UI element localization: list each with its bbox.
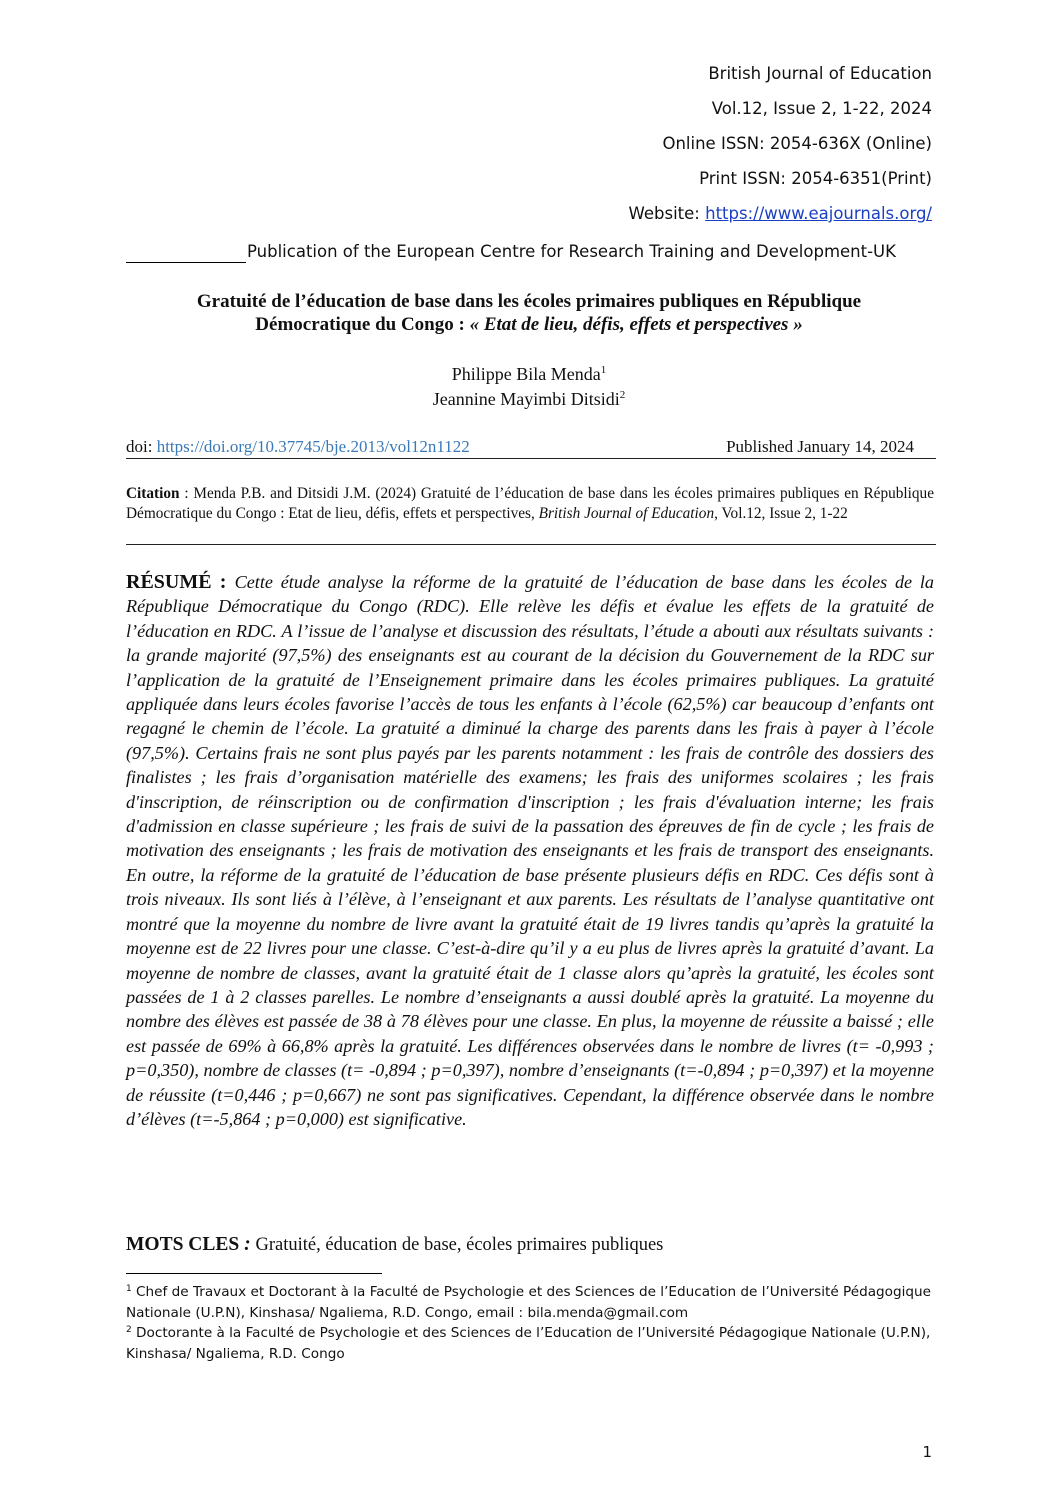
page-number: 1: [922, 1443, 932, 1461]
author-1-name: Philippe Bila Menda: [451, 364, 601, 384]
journal-volume: Vol.12, Issue 2, 1-22, 2024: [711, 99, 932, 118]
footnote-1: [126, 1282, 934, 1323]
keywords-text: Gratuité, éducation de base, écoles primaires publiques: [255, 1235, 664, 1255]
abstract-body: Cette étude analyse la réforme de la gratuité de l’éducation de base dans les écoles de la République Démocratique du Congo (RDC). Elle relève les défis et évalue les effets de la gratuité de l’éducation en RDC. A l’issue de l’analyse et discussion des résultats, l’étude a abouti aux résultats suivants : la grande majorité (97,5%) des enseignants est au courant de la décision du Gouvernement de la RDC sur l’application de la gratuité de l’Enseignement primaire dans les écoles primaires publiques. La gratuité appliquée dans leurs écoles favorise l’accès de tous les enfants à l’école (62,5%) car beaucoup d’enfants ont regagné le chemin de l’école. La gratuité a diminué la charge des parents dans les frais à payer à l’école (97,5%). Certains frais ne sont plus payés par les parents notamment : les frais de contrôle des dossiers des finalistes ; les frais d’organisation matérielle des examens; les frais des uniformes scolaires ; les frais d'inscription, de réinscription ou de confirmation d'inscription ; les frais d'évaluation interne; les frais d'admission en classe supérieure ; les frais de suivi de la passation des épreuves de fin de cycle ; les frais de motivation des enseignants ; les frais de motivation des enseignants et les frais de transport des enseignants. En outre, la réforme de la gratuité de l’éducation de base présente plusieurs défis en RDC. Ces défis sont à trois niveaux. Ils sont liés à l’élève, à l’enseignant et aux parents. Les résultats de l’analyse quantitative ont montré que la moyenne du nombre de livre avant la gratuité était de 19 livres tandis qu’après la gratuité la moyenne est de 22 livres pour une classe. C’est-à-dire qu’il y a eu plus de livres après la gratuité d’avant. La moyenne de nombre de classes, avant la gratuité était de 1 classe alors qu’après la gratuité, les écoles sont passées de 1 à 2 classes parelles. Le nombre d’enseignants a aussi doublé après la gratuité. La moyenne du nombre des élèves est passée de 38 à 78 élèves pour une classe. En plus, la moyenne de réussite a baissé ; elle est passée de 69% à 66,8% après la gratuité. Les différences observées dans le nombre de livres (t= -0,993 ; p=0,350), nombre de classes (t= -0,894 ; p=0,397), nombre d’enseignants (t=-0,894 ; p=0,397) et la moyenne de réussite (t=0,446 ; p=0,667) ne sont pas significatives. Cependant, la différence observée dans le nombre d’élèves (t=-5,864 ; p=0,000) est significative.: [126, 572, 934, 1129]
publisher-rule: [126, 262, 246, 263]
citation-block: [126, 484, 934, 523]
citation-label: Citation: [126, 485, 180, 502]
keywords-sep: :: [239, 1234, 256, 1255]
doi-label: doi:: [126, 437, 157, 456]
citation-sep: :: [179, 485, 194, 502]
journal-name: British Journal of Education: [708, 64, 932, 83]
abstract-heading: RÉSUMÉ :: [126, 571, 235, 593]
author-2-name: Jeannine Mayimbi Ditsidi: [432, 389, 620, 409]
keywords-label: MOTS CLES: [126, 1234, 240, 1255]
paper-title: [126, 290, 932, 336]
keywords-line: [126, 1234, 663, 1256]
website-link[interactable]: https://www.eajournals.org/: [705, 204, 932, 223]
footnote-2-mark: 2: [126, 1325, 132, 1335]
doi-line: [126, 437, 470, 457]
author-1: [126, 364, 932, 385]
footnotes: [126, 1282, 934, 1364]
author-1-mark: 1: [600, 364, 607, 376]
citation-tail: , Vol.12, Issue 2, 1-22: [714, 504, 848, 522]
doi-rule: [126, 458, 936, 459]
abstract-block: [126, 570, 934, 1131]
citation-text: Menda P.B. and Ditsidi J.M. (2024) Gratuité de l’éducation de base dans les écoles primaires publiques en République Démocratique du Congo : Etat de lieu, défis, effets et perspectives,: [126, 485, 934, 522]
citation-journal: British Journal of Education: [538, 504, 715, 522]
footnote-1-mark: 1: [126, 1284, 132, 1294]
print-issn: Print ISSN: 2054-6351(Print): [699, 169, 932, 188]
publisher-line: Publication of the European Centre for Research Training and Development-UK: [247, 242, 896, 261]
title-line-2: [126, 313, 932, 336]
author-2-mark: 2: [619, 389, 626, 401]
online-issn: Online ISSN: 2054-636X (Online): [662, 134, 932, 153]
website-label: Website:: [628, 204, 706, 223]
footnote-1-text: Chef de Travaux et Doctorant à la Faculté de Psychologie et des Sciences de l’Education de l’Université Pédagogique Nationale (U.P.N), Kinshasa/ Ngaliema, R.D. Congo, email : bila.menda@gmail.com: [126, 1284, 932, 1321]
website-line: [629, 204, 932, 223]
title-line-2-prefix: Démocratique du Congo :: [255, 314, 470, 335]
title-line-1: Gratuité de l’éducation de base dans les écoles primaires publiques en République: [196, 291, 862, 312]
author-2: [126, 389, 932, 410]
footnote-2: [126, 1323, 934, 1364]
citation-rule: [126, 544, 936, 545]
doi-link[interactable]: https://doi.org/10.37745/bje.2013/vol12n1122: [156, 437, 470, 456]
footnote-rule: [126, 1273, 382, 1274]
title-line-2-italic: « Etat de lieu, défis, effets et perspectives »: [469, 314, 803, 335]
published-date: Published January 14, 2024: [726, 437, 914, 456]
footnote-2-text: Doctorante à la Faculté de Psychologie et des Sciences de l’Education de l’Université Pédagogique Nationale (U.P.N), Kinshasa/ Ngaliema, R.D. Congo: [126, 1325, 931, 1362]
